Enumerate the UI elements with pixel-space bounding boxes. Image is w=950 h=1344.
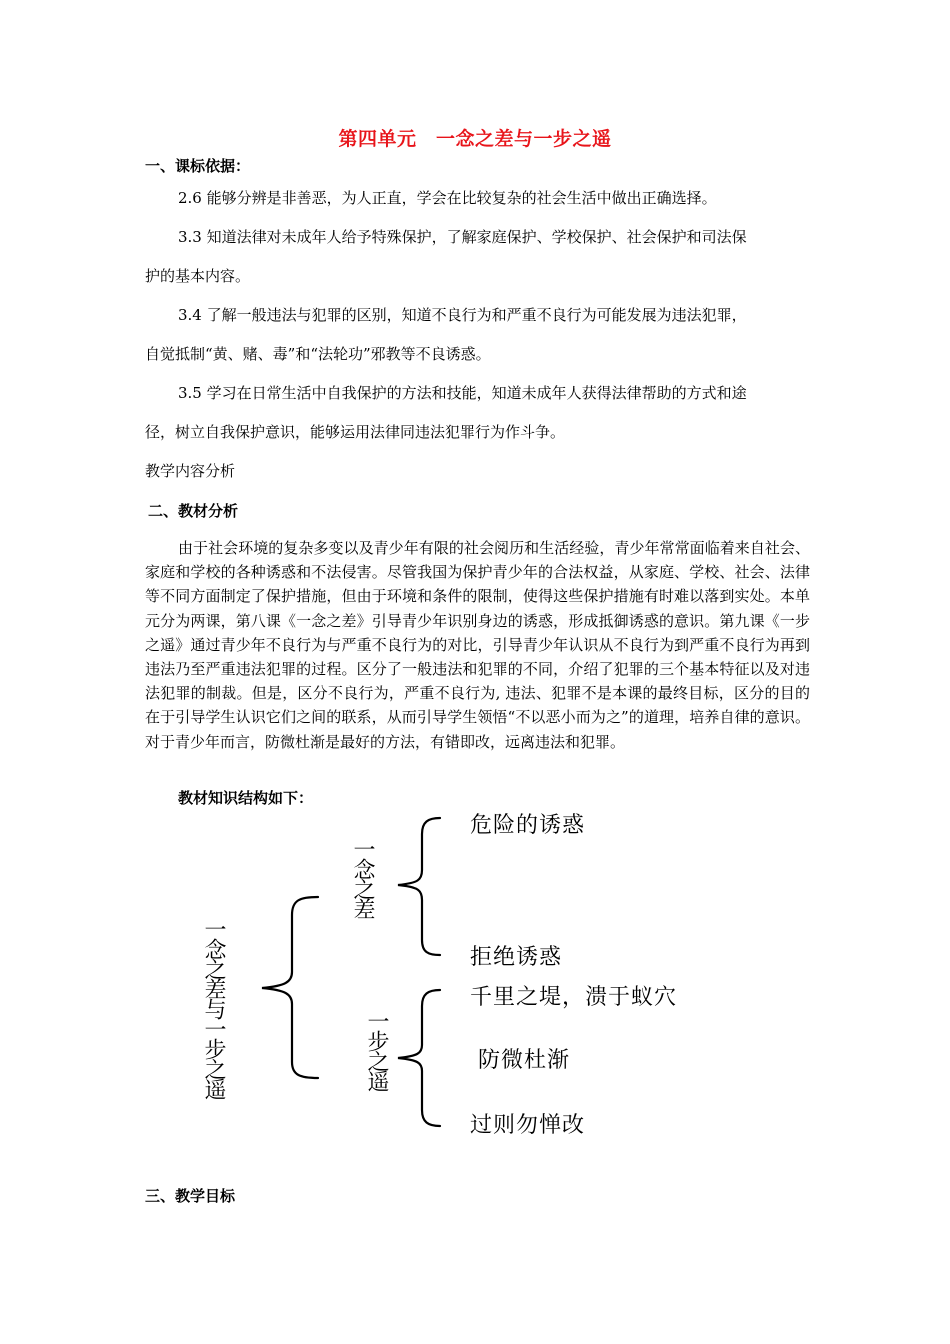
diagram-leaf-refuse-temptation: 拒绝诱惑 [470, 945, 563, 970]
standard-item-2-line-1: 3.3 知道法律对未成年人给予特殊保护，了解家庭保护、学校保护、社会保护和司法保 [178, 228, 747, 246]
diagram-branch-2-label: 一步之遥 [364, 1010, 389, 1090]
diagram-leaf-nip-in-bud: 防微杜渐 [478, 1048, 571, 1073]
textbook-analysis-paragraph: 由于社会环境的复杂多变以及青少年有限的社会阅历和生活经验，青少年常常面临着来自社会、家庭和学校的各种诱惑和不法侵害。尽管我国为保护青少年的合法权益，从家庭、学校、社会、法律等不同方面制定了保护措施，但由于环境和条件的限制，使得这些保护措施有时难以落到实处。本单元分为两课，第八课《一念之差》引导青少年识别身边的诱惑，形成抵御诱惑的意识。第九课《一步之遥》通过青少年不良行为与严重不良行为的对比，引导青少年认识从不良行为到严重不良行为再到违法乃至严重违法犯罪的过程。区分了一般违法和犯罪的不同，介绍了犯罪的三个基本特征以及对违法犯罪的制裁。但是，区分不良行为，严重不良行为, 违法、犯罪不是本课的最终目标，区分的目的在于引导学生认识它们之间的联系，从而引导学生领悟“不以恶小而为之”的道理，培养自律的意识。对于青少年而言，防微杜渐是最好的方法，有错即改，远离违法和犯罪。 [145, 539, 810, 751]
standard-item-2-line-2: 护的基本内容。 [145, 267, 251, 285]
section-3-heading: 三、教学目标 [145, 1187, 236, 1205]
section-2-heading: 二、教材分析 [148, 502, 239, 520]
upper-bracket [398, 818, 440, 955]
diagram-leaf-danger-temptation: 危险的诱惑 [470, 813, 586, 838]
structure-label: 教材知识结构如下： [178, 789, 314, 807]
lower-bracket [398, 990, 440, 1126]
page-title: 第四单元 一念之差与一步之遥 [338, 128, 612, 150]
diagram-leaf-correct-mistakes: 过则勿惮改 [470, 1113, 586, 1138]
content-analysis-label: 教学内容分析 [145, 462, 236, 480]
standard-item-4-line-1: 3.5 学习在日常生活中自我保护的方法和技能，知道未成年人获得法律帮助的方式和途 [178, 384, 747, 402]
standard-item-3-line-2: 自觉抵制“黄、赌、毒”和“法轮功”邪教等不良诱惑。 [145, 345, 491, 363]
diagram-root-label: 一念之差与一步之遥 [201, 918, 226, 1098]
diagram-branch-1-label: 一念之差 [350, 838, 375, 918]
section-1-heading: 一、课标依据： [145, 157, 251, 175]
standard-item-4-line-2: 径，树立自我保护意识，能够运用法律同违法犯罪行为作斗争。 [145, 423, 566, 441]
diagram-leaf-dike-ant-hole: 千里之堤，溃于蚁穴 [470, 985, 678, 1010]
standard-item-3-line-1: 3.4 了解一般违法与犯罪的区别，知道不良行为和严重不良行为可能发展为违法犯罪， [178, 306, 747, 324]
root-bracket [262, 897, 318, 1078]
standard-item-1-line-1: 2.6 能够分辨是非善恶，为人正直，学会在比较复杂的社会生活中做出正确选择。 [178, 189, 717, 207]
